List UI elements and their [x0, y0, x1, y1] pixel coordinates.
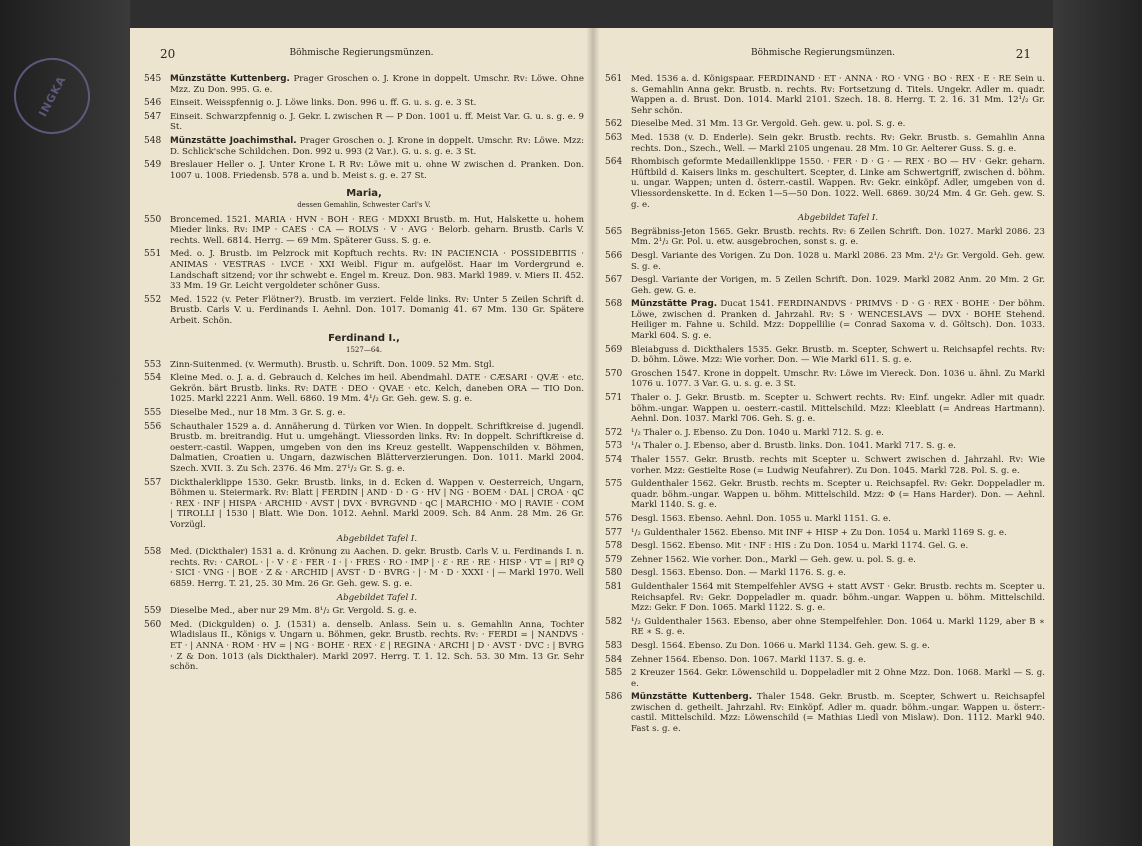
entry-number: 566	[605, 250, 623, 261]
entry-text: Dieselbe Med., aber nur 29 Mm. 8¹/₂ Gr. Vergold. S. g. e.	[170, 606, 417, 617]
book-gutter	[586, 28, 600, 846]
entry-number: 565	[605, 226, 623, 237]
entry-number: 551	[144, 249, 162, 260]
catalog-entry	[605, 393, 1045, 425]
entry-text: Guldenthaler 1562. Gekr. Brustb. rechts m. Scepter u. Reichsapfel. Rv: Gekr. Doppeladler m. quadr. böhm.-ungar. Wappen u. böhm. Mittelschild. Mzz: Φ (= Hans Harder). Don. — Aehnl. Markl 1140. S. g. e.	[631, 479, 1045, 511]
entry-text: Bleiabguss d. Dickthalers 1535. Gekr. Brustb. m. Scepter, Schwert u. Reichsapfel rechts. Rv: D. böhm. Löwe. Mzz: Wie vorher. Don. — Wie Markl 611. S. g. e.	[631, 344, 1045, 366]
entry-text: Broncemed. 1521. MARIA · HVN · BOH · REG · MDXXI Brustb. m. Hut, Halskette u. hohem Mieder links. Rv: IMP · CAES · CA — ROLVS · V · AVG · Belorb. geharn. Brustb. Carls V. rechts. Well. 6814. Herrg. — 69 Mm. Späterer Guss. S. g. e.	[170, 214, 584, 246]
entry-number: 585	[605, 668, 623, 679]
entry-text: Thaler 1557. Gekr. Brustb. rechts mit Scepter u. Schwert zwischen d. Jahrzahl. Rv: Wie vorher. Mzz: Gestielte Rose (= Ludwig Neufahrer). Zu Don. 1045. Markl 728. Pol. S. g. e.	[631, 455, 1045, 476]
catalog-entry	[144, 606, 584, 617]
catalog-entry	[605, 692, 1045, 734]
right-running-title: Böhmische Regierungsmünzen.	[750, 48, 896, 58]
entry-number: 561	[605, 74, 623, 84]
entry-number: 555	[144, 408, 162, 419]
entry-number: 567	[605, 275, 623, 286]
entry-text: Med. o. J. Brustb. im Pelzrock mit Kopftuch rechts. Rv: IN PACIENCIA · POSSIDEBITIS · ANIMAS · VESTRAS · LVCE · XXI Weibl. Figur m. aufgelöst. Haar im Vordergrund e. Landschaft sitzend; vor ihr schwebt e. Engel m. Kreuz. Don. 983. Markl 1989. v. Miers II. 452. 33 Mm. 19 Gr. Leicht vergoldeter schöner Guss.	[170, 249, 584, 292]
entry-number: 545	[144, 74, 162, 84]
entry-text: Prager Groschen o. J. Krone in doppelt. Umschr. Rv: Löwe. Ohne Mzz. Zu Don. 995. G. e.	[170, 74, 584, 95]
left-page	[130, 28, 593, 846]
catalog-entry	[605, 119, 1045, 130]
mint-name: Münzstätte Prag.	[631, 299, 718, 310]
entry-number: 570	[605, 368, 623, 379]
catalog-entry	[144, 98, 584, 109]
figure-reference: Abgebildet Tafel I.	[336, 533, 418, 544]
entry-number: 572	[605, 427, 623, 438]
entry-text: Ducat 1541. FERDINANDVS · PRIMVS · D · G · REX · BOHE · Der böhm. Löwe, zwischen d. Pranken d. Jahrzahl. Rv: S · WENCESLAVS — DVX · BOHE Stehend. Heiliger m. Fahne u. Schild. Mzz: Doppellilie (= Conrad Saxoma v. d. Göltsch). Don. 1033. Markl 604. S. g. e.	[631, 299, 1046, 342]
catalog-entry	[144, 215, 584, 247]
entry-text: Breslauer Heller o. J. Unter Krone L R Rv: Löwe mit u. ohne W zwischen d. Pranken. Don. 1007 u. 1008. Friedensb. 578 a. und b. Meist s. g. e. 27 St.	[170, 160, 584, 181]
entry-text: Med. 1522 (v. Peter Flötner?). Brustb. im verziert. Felde links. Rv: Unter 5 Zeilen Schrift d. Brustb. Carls V. u. Ferdinands I. Aehnl. Don. 1017. Domanig 41. 67 Mm. 130 Gr. Spätere Arbeit. Schön.	[170, 294, 584, 326]
entry-number: 547	[144, 111, 162, 122]
entry-text: Dickthalerklippe 1530. Gekr. Brustb. links, in d. Ecken d. Wappen v. Oesterreich, Ungarn, Böhmen u. Steiermark. Rv: Blatt | FERDIN | AND · D · G · HV | NG · BOEM · DAL | CROA · ꝗC · REX · INF | HISPA · ARCHID · AVST | DVX · BVRGVND · ꝗC | MARCHIO · MO | RAVIE · COM | TIROLLI | 1530 | Blatt. Wie Don. 1012. Aehnl. Markl 2009. Sch. 84 Anm. 28 Mm. 26 Gr. Vorzügl.	[170, 477, 584, 530]
entry-number: 560	[144, 619, 162, 630]
catalog-entry	[605, 369, 1045, 390]
entry-text: ¹/₂ Guldenthaler 1562. Ebenso. Mit INF + HISP + Zu Don. 1054 u. Markl 1169 S. g. e.	[631, 527, 1007, 538]
catalog-entry	[605, 227, 1045, 248]
right-page-number: 21	[1015, 47, 1031, 61]
entry-number: 574	[605, 455, 623, 465]
entry-number: 584	[605, 654, 623, 665]
entry-number: 586	[605, 692, 623, 703]
entry-text: Desgl. 1563. Ebenso. Don. — Markl 1176. S. g. e.	[631, 568, 846, 579]
entry-number: 575	[605, 479, 623, 490]
catalog-entry	[144, 74, 584, 95]
entry-text: Zinn-Suitenmed. (v. Wermuth). Brustb. u. Schrift. Don. 1009. 52 Mm. Stgl.	[170, 359, 495, 370]
mint-name: Münzstätte Kuttenberg.	[631, 692, 753, 703]
catalog-entry	[605, 555, 1045, 566]
entry-number: 554	[144, 373, 162, 384]
entry-text: Desgl. 1562. Ebenso. Mit · INF : HIS : Zu Don. 1054 u. Markl 1174. Gel. G. e.	[631, 541, 969, 552]
entry-text: Guldenthaler 1564 mit Stempelfehler AVSG + statt AVST · Gekr. Brustb. rechts m. Scepter u. Reichsapfel. Rv: Gekr. Doppeladler m. quadr. böhm.-ungar. Wappen u. böhm. Mittelschild. Mzz: Gekr. F Don. 1065. Markl 1122. S. g. e.	[631, 581, 1045, 614]
entry-text: Dieselbe Med. 31 Mm. 13 Gr. Vergold. Geh. gew. u. pol. S. g. e.	[631, 119, 906, 130]
entry-text: Zehner 1564. Ebenso. Don. 1067. Markl 1137. S. g. e.	[631, 654, 866, 665]
left-running-title: Böhmische Regierungsmünzen.	[289, 48, 434, 58]
entry-number: 564	[605, 157, 623, 168]
section-heading: Ferdinand I.,	[328, 333, 400, 345]
catalog-entry	[144, 160, 584, 181]
catalog-entry	[605, 299, 1045, 341]
entry-number: 573	[605, 441, 623, 452]
catalog-entry	[144, 408, 584, 419]
entry-number: 556	[144, 421, 162, 432]
catalog-entry	[605, 428, 1045, 439]
entry-number: 549	[144, 160, 162, 171]
entry-text: Prager Groschen o. J. Krone in doppelt. Umschr. Rv: Löwe. Mzz: D. Schlick'sche Schildchen. Don. 992 u. 993 (2 Var.). G. u. s. g. e. 3 St.	[170, 135, 585, 157]
section-subheading: dessen Gemahlin, Schwester Carl's V.	[297, 200, 431, 209]
left-page-number: 20	[160, 47, 176, 61]
catalog-entry	[605, 541, 1045, 552]
catalog-entry	[144, 422, 584, 475]
figure-reference: Abgebildet Tafel I.	[797, 213, 879, 224]
entry-text: ¹/₄ Thaler o. J. Ebenso, aber d. Brustb. links. Don. 1041. Markl 717. S. g. e.	[631, 441, 956, 452]
entry-number: 577	[605, 527, 623, 538]
catalog-entry	[144, 112, 584, 133]
catalog-entry	[605, 345, 1045, 366]
catalog-entry	[605, 441, 1045, 452]
entry-number: 568	[605, 299, 623, 310]
section-heading: Maria,	[346, 188, 382, 200]
entry-text: Med. 1538 (v. D. Enderle). Sein gekr. Brustb. rechts. Rv: Gekr. Brustb. s. Gemahlin Anna rechts. Don., Szech., Well. — Markl 2105 ungenau. 28 Mm. 10 Gr. Aelterer Guss. S. g. e.	[631, 132, 1045, 154]
catalog-entry	[605, 617, 1045, 638]
entry-number: 546	[144, 98, 162, 109]
entry-text: Desgl. Variante der Vorigen, m. 5 Zeilen Schrift. Don. 1029. Markl 2082 Anm. 20 Mm. 2 Gr. Geh. gew. G. e.	[631, 275, 1045, 296]
entry-number: 562	[605, 119, 623, 130]
entry-text: 2 Kreuzer 1564. Gekr. Löwenschild u. Doppeladler mit 2 Ohne Mzz. Don. 1068. Markl — S. g. e.	[631, 668, 1045, 689]
entry-text: Rhombisch geformte Medaillenklippe 1550. · FER · D · G · — REX · BO — HV · Gekr. geharn. Hüftbild d. Kaisers links m. geschultert. Scepter, d. Linke am Schwertgriff, zwischen d. böhm. u. ungar. Wappen; unten d. österr.-castil. Wappen. Rv: Gekr. einköpf. Adler, umgeben von d. Vliessordenskette. In d. Ecken 1—5—50 Don. 1022. Well. 6869. 30/24 Mm. 4 Gr. Geh. gew. S. g. e.	[631, 157, 1045, 210]
entry-number: 550	[144, 214, 162, 225]
catalog-entry	[144, 620, 584, 673]
catalog-entry	[605, 568, 1045, 579]
entry-number: 579	[605, 554, 623, 565]
catalog-entry	[605, 479, 1045, 511]
entry-number: 563	[605, 132, 623, 143]
entry-text: Thaler o. J. Gekr. Brustb. m. Scepter u. Schwert rechts. Rv: Einf. ungekr. Adler mit quadr. böhm.-ungar. Wappen u. oesterr.-castil. Mittelschild. Mzz: Kleeblatt (= Andreas Hartmann). Aehnl. Don. 1037. Markl 706. Geh. S. g. e.	[631, 393, 1045, 425]
library-stamp: INGKA	[1, 45, 104, 148]
entry-text: Dieselbe Med., nur 18 Mm. 3 Gr. S. g. e.	[170, 408, 346, 419]
entry-text: Begräbniss-Jeton 1565. Gekr. Brustb. rechts. Rv: 6 Zeilen Schrift. Don. 1027. Markl 2086. 23 Mm. 2¹/₂ Gr. Pol. u. etw. ausgebrochen, sonst s. g. e.	[631, 226, 1045, 248]
catalog-entry	[605, 641, 1045, 652]
entry-number: 569	[605, 344, 623, 355]
entry-text: Desgl. Variante des Vorigen. Zu Don. 1028 u. Markl 2086. 23 Mm. 2¹/₂ Gr. Vergold. Geh. gew. S. g. e.	[631, 250, 1045, 272]
left-book-edge	[0, 0, 130, 846]
right-column	[605, 74, 1045, 738]
catalog-entry	[144, 360, 584, 371]
entry-number: 571	[605, 393, 623, 404]
catalog-entry	[144, 249, 584, 291]
catalog-entry	[144, 373, 584, 405]
entry-text: Groschen 1547. Krone in doppelt. Umschr. Rv: Löwe im Viereck. Don. 1036 u. ähnl. Zu Markl 1076 u. 1077. 3 Var. G. u. s. g. e. 3 St.	[631, 368, 1045, 390]
catalog-entry	[605, 133, 1045, 154]
right-page	[593, 28, 1053, 846]
entry-text: Med. (Dickthaler) 1531 a. d. Krönung zu Aachen. D. gekr. Brustb. Carls V. u. Ferdinands I. n. rechts. Rv: · CAROL · | · V · Ɛ · FER · I · | · FRES · RO · IMP | · Ɛ · RE · RE · HISP · VT = | RIª Q · SICI · VNG · | BOE · Z & · ARCHID | AVST · D · BVRG · | · M · D · XXXI · | — Markl 1970. Well 6859. Herrg. T. 21, 25. 30 Mm. 26 Gr. Geh. gew. S. g. e.	[170, 547, 584, 589]
catalog-entry	[605, 157, 1045, 210]
entry-text: Schauthaler 1529 a. d. Annäherung d. Türken vor Wien. In doppelt. Schriftkreise d. jugendl. Brustb. m. breitrandig. Hut u. umgehängt. Vliessorden links. Rv: In doppelt. Schriftkreise d. oesterr.-castil. Wappen, umgeben von den ins Kreuz gestellt. Wappenschilden v. Böhmen, Dalmatien, Croatien u. Ungarn, dazwischen Blätterverzierungen. Don. 1011. Markl 2004. Szech. XVII. 3. Zu Sch. 2376. 46 Mm. 27¹/₂ Gr. S. g. e.	[170, 421, 584, 474]
entry-text: Einseit. Schwarzpfennig o. J. Gekr. L zwischen R — P Don. 1001 u. ff. Meist Var. G. u. s. g. e. 9 St.	[170, 111, 584, 133]
catalog-entry	[605, 668, 1045, 689]
catalog-entry	[605, 74, 1045, 116]
entry-text: ¹/₂ Thaler o. J. Ebenso. Zu Don. 1040 u. Markl 712. S. g. e.	[631, 427, 884, 438]
right-book-edge	[1053, 0, 1142, 846]
entry-number: 583	[605, 640, 623, 651]
entry-text: Desgl. 1563. Ebenso. Aehnl. Don. 1055 u. Markl 1151. G. e.	[631, 513, 891, 524]
entry-number: 580	[605, 568, 623, 579]
catalog-entry	[605, 582, 1045, 614]
left-column	[144, 74, 584, 676]
figure-reference: Abgebildet Tafel I.	[336, 592, 418, 603]
entry-text: ¹/₂ Guldenthaler 1563. Ebenso, aber ohne Stempelfehler. Don. 1064 u. Markl 1129, aber B ∗ RE ∗ S. g. e.	[631, 616, 1045, 638]
entry-text: Med. 1536 a. d. Königspaar. FERDINAND · ET · ANNA · RO · VNG · BO · REX · E · RE Sein u. s. Gemahlin Anna gekr. Brustb. n. rechts. Rv: Fortsetzung d. Titels. Ungekr. Adler m. quadr. Wappen a. d. Brust. Don. 1014. Markl 2101. Szech. 18. 8. Herrg. T. 2. 16. 31 Mm. 12¹/₂ Gr. Sehr schön.	[631, 74, 1045, 116]
entry-text: Zehner 1562. Wie vorher. Don., Markl — Geh. gew. u. pol. S. g. e.	[631, 554, 916, 565]
entry-number: 582	[605, 616, 623, 627]
entry-text: Kleine Med. o. J. a. d. Gebrauch d. Kelches im heil. Abendmahl. DATE · CÆSARI · QVÆ · etc. Gekrön. bärt Brustb. links. Rv: DATE · DEO · QVAE · etc. Kelch, daneben ORA — TIO Don. 1025. Markl 2221 Anm. Well. 6860. 19 Mm. 4¹/₂ Gr. Geh. gew. S. g. e.	[170, 373, 584, 405]
entry-text: Med. (Dickgulden) o. J. (1531) a. denselb. Anlass. Sein u. s. Gemahlin Anna, Tochter Wladislaus II., Königs v. Ungarn u. Böhmen, gekr. Brustb. rechts. Rv: · FERDI = | NANDVS · ET · | ANNA · ROM · HV = | NG · BOHE · REX · Ɛ | REGINA · ARCHI | D · AVST · DVC : | BVRG · Z & Don. 1013 (als Dickthaler). Markl 2097. Herrg. T. 1. 12. Sch. 53. 30 Mm. 13 Gr. Sehr schön.	[170, 619, 584, 673]
catalog-entry	[144, 136, 584, 157]
entry-number: 548	[144, 135, 162, 146]
entry-text: Desgl. 1564. Ebenso. Zu Don. 1066 u. Markl 1134. Geh. gew. S. g. e.	[631, 640, 930, 651]
catalog-entry	[605, 655, 1045, 666]
catalog-entry	[144, 295, 584, 327]
entry-number: 576	[605, 513, 623, 524]
entry-number: 553	[144, 359, 162, 370]
catalog-entry	[605, 455, 1045, 476]
entry-number: 581	[605, 581, 623, 592]
entry-number: 557	[144, 477, 162, 488]
entry-number: 558	[144, 547, 162, 558]
mint-name: Münzstätte Kuttenberg.	[170, 74, 290, 84]
entry-text: Thaler 1548. Gekr. Brustb. m. Scepter, Schwert u. Reichsapfel zwischen d. getheilt. Jahrzahl. Rv: Einköpf. Adler m. quadr. böhm.-ungar. Wappen u. österr.-castil. Mittelschild. Mzz: Löwenschild (= Mathias Liedl von Mislaw). Don. 1112. Markl 940. Fast s. g. e.	[631, 692, 1045, 735]
section-subheading: 1527—64.	[346, 346, 382, 355]
catalog-entry	[605, 528, 1045, 539]
catalog-entry	[605, 251, 1045, 272]
entry-number: 552	[144, 294, 162, 305]
entry-number: 578	[605, 541, 623, 552]
catalog-entry	[144, 478, 584, 531]
entry-text: Einseit. Weisspfennig o. J. Löwe links. Don. 996 u. ff. G. u. s. g. e. 3 St.	[170, 98, 477, 109]
catalog-entry	[605, 514, 1045, 525]
catalog-entry	[605, 275, 1045, 296]
entry-number: 559	[144, 606, 162, 617]
catalog-entry	[144, 547, 584, 589]
mint-name: Münzstätte Joachimsthal.	[170, 135, 297, 146]
